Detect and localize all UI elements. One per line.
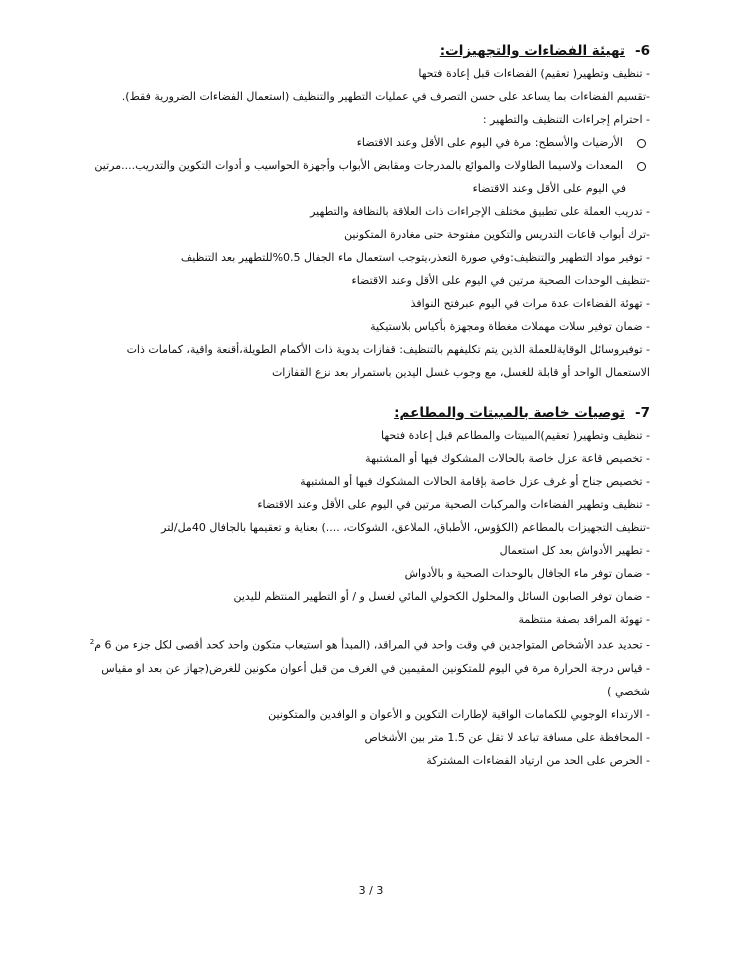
s6-bullet-2-continuation: في اليوم على الأقل وعند الاقتضاء [472, 182, 626, 195]
circle-bullet-icon [637, 139, 646, 148]
s6-bullet-1 [50, 131, 650, 154]
circle-bullet-icon [637, 162, 646, 171]
s6-line-5: -ترك أبواب قاعات التدريس والتكوين مفتوحة حتى مغادرة المتكونين [344, 228, 650, 241]
s7-temp-line-2: شخصي ) [607, 684, 650, 698]
s6-bullet-2-text: المعدات ولاسيما الطاولات والموائع بالمدرجات ومقابض الأبواب وأجهزة الحواسيب و أدوات التكوين والتدريب....مرتين [94, 159, 623, 172]
section-6-title: تهيئة الفضاءات والتجهيزات: [439, 43, 625, 59]
section-7-heading [50, 402, 650, 424]
s7-line-12: - الحرص على الحد من ارتياد الفضاءات المشتركة [426, 753, 650, 767]
s7-line-6: - تطهير الأدواش بعد كل استعمال [499, 544, 650, 557]
section-6-heading [50, 40, 650, 62]
s6-line-7: -تنظيف الوحدات الصحية مرتين في اليوم على الأقل وعند الاقتضاء [351, 274, 650, 287]
page-number: 3 / 3 [358, 884, 384, 897]
s7-density-superscript: 2 [89, 638, 95, 646]
s7-line-9: - تهوئة المراقد بصفة منتظمة [518, 613, 650, 626]
section-7-title: توصيات خاصة بالمبيتات والمطاعم: [394, 405, 625, 421]
section-7-number: 7- [634, 405, 650, 421]
s6-line-6: - توفير مواد التطهير والتنظيف:وفي صورة التعذر،يتوجب استعمال ماء الجفال 0.5%للتطهير بعد التنظيف [180, 251, 650, 264]
s6-bullet-2 [50, 154, 650, 177]
s7-line-11: - المحافظة على مسافة تباعد لا تقل عن 1.5 متر بين الأشخاص [364, 730, 650, 744]
s7-line-3: - تخصيص جناح أو غرف عزل خاصة بإقامة الحالات المشكوك فيها أو المشتبهة [300, 475, 650, 488]
page-content [50, 40, 650, 772]
section-6-number: 6- [634, 43, 650, 59]
s7-line-5: -تنظيف التجهيزات بالمطاعم (الكؤوس، الأطباق، الملاعق، الشوكات، ....) بعناية و تعقيمها بالجافال 40مل/لتر [161, 521, 650, 534]
s6-line-2: -تقسيم الفضاءات بما يساعد على حسن التصرف في عمليات التطهير والتنظيف (استعمال الفضاءات الضرورية فقط). [121, 90, 650, 103]
s7-line-1: - تنظيف وتطهير( تعقيم)المبيتات والمطاعم قبل إعادة فتحها [381, 429, 650, 442]
s6-bullet-1-text: الأرضيات والأسطح: مرة في اليوم على الأقل وعند الاقتضاء [356, 136, 623, 149]
s6-line-4: - تدريب العملة على تطبيق مختلف الإجراءات ذات العلاقة بالنظافة والتطهير [310, 205, 650, 218]
s7-density-text: - تحديد عدد الأشخاص المتواجدين في وقت واحد في المراقد، (المبدأ هو استيعاب متكون واحد كحد أقصى لكل جزء من 6 م [94, 638, 650, 652]
s6-protection-line-1: - توفيروسائل الوقايةللعملة الذين يتم تكليفهم بالتنظيف: قفازات يدوية ذات الأكمام الطويلة،أقنعة واقية، كمامات ذات [126, 343, 650, 356]
s6-line-8: - تهوئة الفضاءات عدة مرات في اليوم عبرفتح النوافذ [410, 297, 650, 310]
s7-temp-line-1: - قياس درجة الحرارة مرة في اليوم للمتكونين المقيمين في الغرف من قبل أعوان مكونين للغرض(جهاز عن بعد او مقياس [101, 661, 650, 675]
s7-line-8: - ضمان توفر الصابون السائل والمحلول الكحولي المائي لغسل و / أو التطهير المنتظم لليدين [233, 590, 650, 603]
s7-density-line [50, 631, 650, 657]
s7-line-7: - ضمان توفر ماء الجافال بالوحدات الصحية و بالأدواش [404, 567, 650, 580]
s7-line-4: - تنظيف وتطهير الفضاءات والمركبات الصحية مرتين في اليوم على الأقل وعند الاقتضاء [257, 498, 650, 511]
s6-line-3: - احترام إجراءات التنظيف والتطهير : [482, 113, 650, 126]
section-gap [50, 384, 650, 402]
s7-line-10: - الارتداء الوجوبي للكمامات الواقية لإطارات التكوين و الأعوان و الوافدين والمتكونين [268, 707, 650, 721]
s7-line-2: - تخصيص قاعة عزل خاصة بالحالات المشكوك فيها أو المشتبهة [365, 452, 650, 465]
s6-line-1: - تنظيف وتطهير( تعقيم) الفضاءات قبل إعادة فتحها [418, 67, 650, 80]
s6-protection-line-2: الاستعمال الواحد أو قابلة للغسل، مع وجوب غسل اليدين باستمرار بعد نزع القفازات [271, 366, 650, 379]
s6-line-9: - ضمان توفير سلات مهملات مغطاة ومجهزة بأكياس بلاستيكية [370, 320, 650, 333]
